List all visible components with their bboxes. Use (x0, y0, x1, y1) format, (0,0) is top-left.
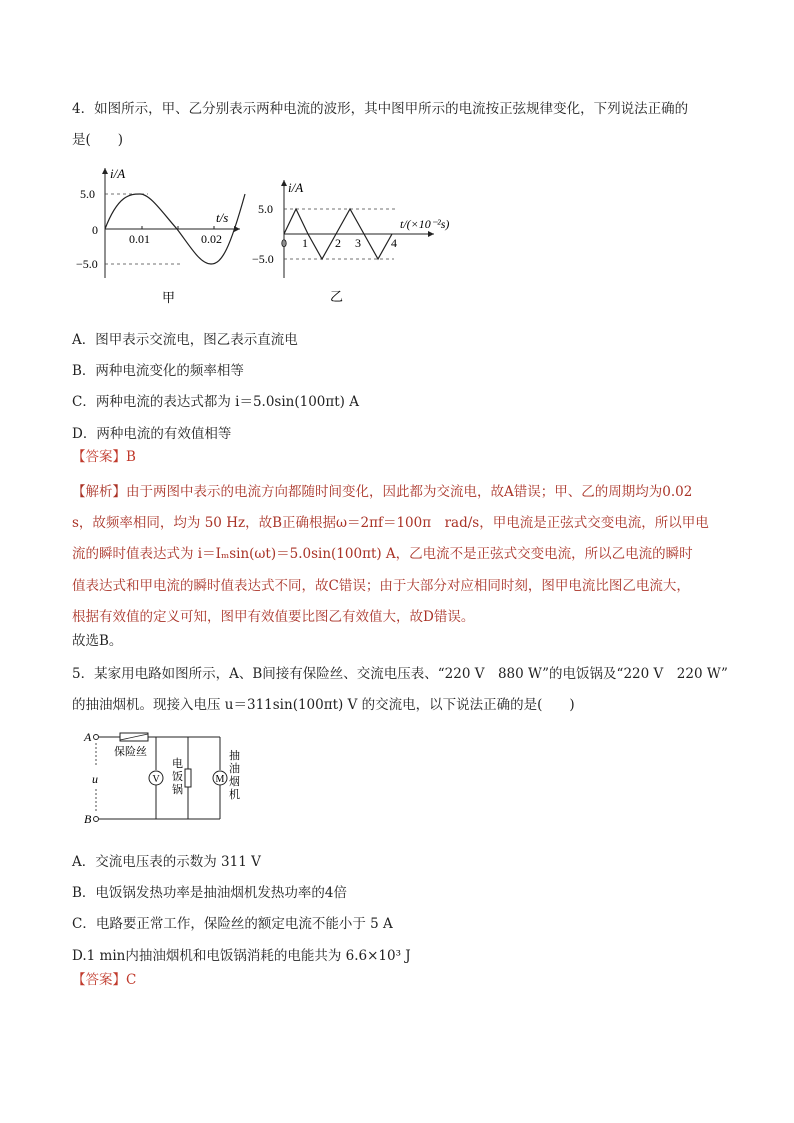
jia-xtick-002: 0.02 (201, 232, 222, 246)
cooker-label-3: 锅 (172, 784, 183, 796)
yi-xtick-1: 1 (302, 236, 308, 250)
hood-label-3: 烟 (229, 776, 240, 788)
jia-xlabel: t/s (216, 210, 229, 225)
cooker-label-1: 电 (172, 758, 183, 770)
cooker-label-2: 饭 (172, 771, 183, 783)
jia-ytick-min: −5.0 (76, 257, 98, 271)
q5-answer-tag: 【答案】 (72, 972, 126, 988)
q4-analysis-tag: 【解析】 (72, 484, 126, 500)
q4-answer-line (72, 447, 732, 467)
q5-answer-line (72, 970, 732, 990)
q4-stem-line2: 是( ) (72, 132, 124, 148)
jia-caption: 甲 (162, 290, 176, 305)
voltmeter-symbol: V (152, 774, 160, 785)
q5-option-c: C．电路要正常工作，保险丝的额定电流不能小于 5 A (72, 916, 393, 932)
u-label: u (92, 772, 98, 786)
jia-ylabel: i/A (110, 166, 126, 181)
yi-ytick-max: 5.0 (258, 202, 273, 216)
q4-stem-text-1: 4．如图所示，甲、乙分别表示两种电流的波形，其中图甲所示的电流按正弦规律变化，下列说法正确的 (72, 101, 689, 117)
node-a-label: A (84, 730, 92, 744)
yi-ytick-min: −5.0 (252, 252, 274, 266)
yi-xtick-0: 0 (281, 236, 287, 250)
q4-analysis-line3: 流的瞬时值表达式为 i＝Iₘsin(ωt)＝5.0sin(100πt) A，乙电流不是正弦式交变电流，所以乙电流的瞬时 (72, 546, 693, 562)
q5-stem-line1: 5．某家用电路如图所示，A、B间接有保险丝、交流电压表、“220 V 880 W”的电饭锅及“220 V 220 W” (72, 666, 728, 682)
q5-option-b: B．电饭锅发热功率是抽油烟机发热功率的4倍 (72, 885, 348, 901)
motor-symbol: M (215, 774, 225, 785)
q4-conclusion: 故选B。 (72, 633, 123, 649)
fuse-label: 保险丝 (114, 746, 147, 758)
terminal-b (94, 817, 99, 822)
q4-analysis-text-1: 由于两图中表示的电流方向都随时间变化，因此都为交流电，故A错误；甲、乙的周期均为0.02 (126, 484, 693, 500)
figure-yi-triangle-wave (254, 176, 454, 310)
q4-option-d: D．两种电流的有效值相等 (72, 426, 232, 442)
jia-xtick-001: 0.01 (129, 232, 150, 246)
terminal-a (94, 735, 99, 740)
hood-label-1: 抽 (229, 750, 240, 762)
yi-ylabel: i/A (288, 180, 304, 195)
q5-option-a: A．交流电压表的示数为 311 V (72, 854, 261, 870)
q4-analysis-line1 (72, 482, 732, 502)
cooker-resistor (185, 769, 191, 787)
figure-jia-sine-wave (76, 160, 245, 310)
q4-analysis-line4: 值表达式和甲电流的瞬时值表达式不同，故C错误；由于大部分对应相同时刻，图甲电流比图乙电流大， (72, 578, 690, 594)
q4-answer-tag: 【答案】 (72, 449, 126, 465)
q4-option-a: A．图甲表示交流电，图乙表示直流电 (72, 332, 298, 348)
q4-option-b: B．两种电流变化的频率相等 (72, 363, 244, 379)
q4-analysis-line5: 根据有效值的定义可知，图甲有效值要比图乙有效值大，故D错误。 (72, 609, 475, 625)
yi-xtick-4: 4 (391, 236, 397, 250)
q4-stem-line1 (72, 99, 732, 119)
yi-caption: 乙 (330, 289, 344, 304)
hood-label-4: 机 (229, 789, 240, 801)
hood-label-2: 油 (229, 763, 240, 775)
yi-xtick-2: 2 (335, 236, 341, 250)
q4-option-c: C．两种电流的表达式都为 i＝5.0sin(100πt) A (72, 394, 359, 410)
jia-ytick-max: 5.0 (80, 187, 95, 201)
q5-stem-line2: 的抽油烟机。现接入电压 u＝311sin(100πt) V 的交流电，以下说法正确的是( ) (72, 697, 575, 713)
q5-option-d: D.1 min内抽油烟机和电饭锅消耗的电能共为 6.6×10³ J (72, 948, 411, 964)
node-b-label: B (84, 812, 92, 826)
figure-circuit (84, 727, 254, 829)
yi-xtick-3: 3 (355, 236, 361, 250)
yi-xlabel: t/(×10⁻²s) (400, 217, 450, 231)
q4-analysis-line2: s，故频率相同，均为 50 Hz，故B正确根据ω＝2πf＝100π rad/s，甲电流是正弦式交变电流，所以甲电 (72, 515, 709, 531)
q4-answer-value: B (126, 449, 136, 465)
q5-answer-value: C (126, 972, 137, 988)
jia-ytick-zero: 0 (92, 223, 98, 237)
